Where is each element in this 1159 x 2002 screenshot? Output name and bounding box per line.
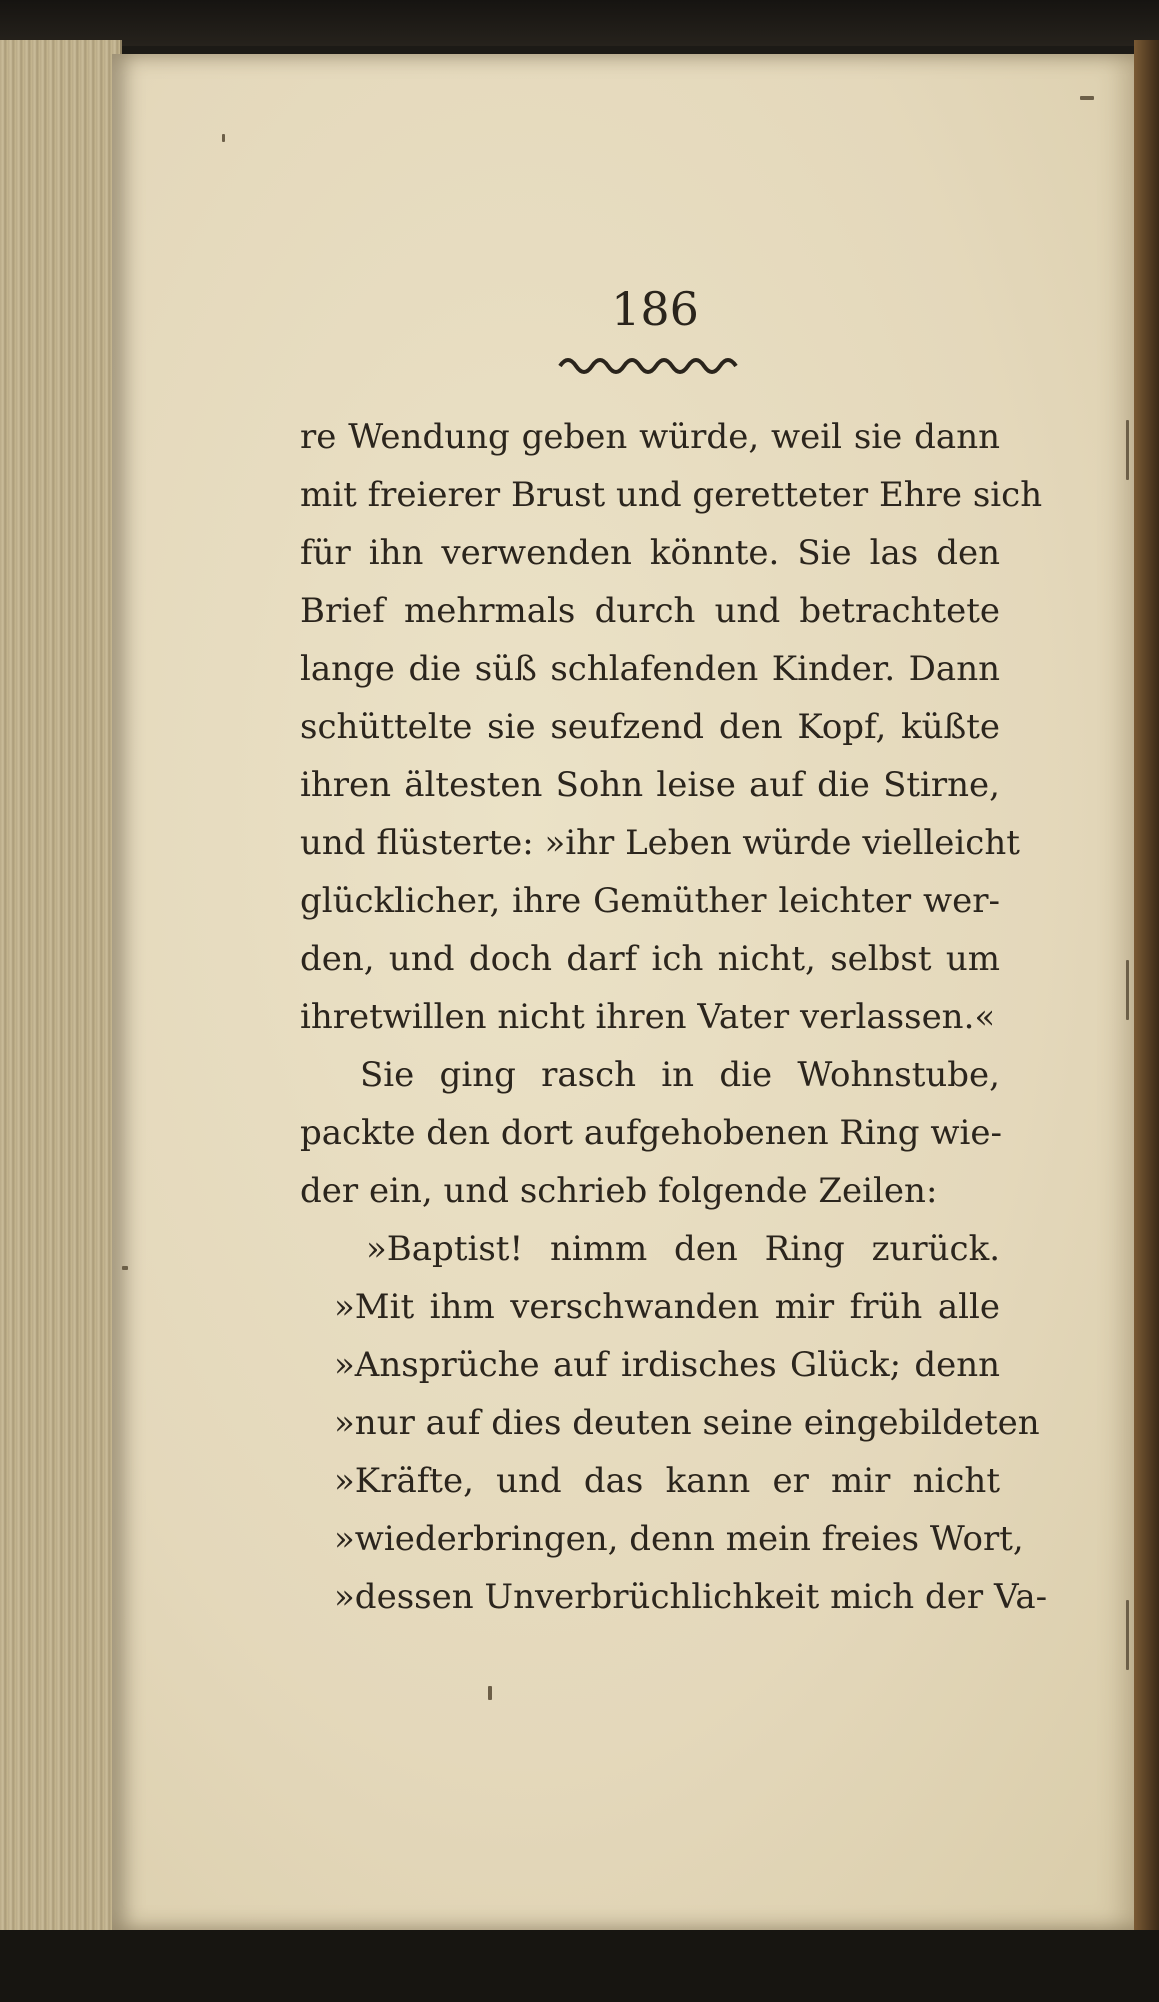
book-cover-top <box>0 0 1159 46</box>
text-line: und flüsterte: »ihr Leben würde vielleicht <box>300 823 1020 863</box>
text-line: der ein, und schrieb folgende Zeilen: <box>300 1171 938 1211</box>
page-number: 186 <box>611 282 699 336</box>
paper-speck <box>1126 420 1129 480</box>
text-line: den, und doch darf ich nicht, selbst um <box>300 939 1000 979</box>
text-line: packte den dort aufgehobenen Ring wie- <box>300 1113 1002 1153</box>
paper-speck <box>488 1686 492 1700</box>
text-line: »wiederbringen, denn mein freies Wort, <box>334 1519 1024 1559</box>
text-line: lange die süß schlafenden Kinder. Dann <box>300 649 1000 689</box>
text-line: »Kräfte, und das kann er mir nicht <box>334 1461 1000 1501</box>
text-line: »nur auf dies deuten seine eingebildeten <box>334 1403 1040 1443</box>
paper-speck <box>1080 96 1094 100</box>
paper-speck <box>222 134 225 142</box>
text-line: schüttelte sie seufzend den Kopf, küßte <box>300 707 1000 747</box>
text-line: ihren ältesten Sohn leise auf die Stirne, <box>300 765 1000 805</box>
text-line: mit freierer Brust und geretteter Ehre sich <box>300 475 1043 515</box>
text-line: re Wendung geben würde, weil sie dann <box>300 417 1000 457</box>
text-line: »Ansprüche auf irdisches Glück; denn <box>334 1345 1000 1385</box>
text-line: für ihn verwenden könnte. Sie las den <box>300 533 1000 573</box>
text-line: ihretwillen nicht ihren Vater verlassen.« <box>300 997 996 1037</box>
book-cover-bottom <box>0 1930 1159 2002</box>
text-block <box>300 408 1048 1626</box>
wavy-rule-ornament <box>558 352 738 374</box>
paper-speck <box>1126 960 1129 1020</box>
text-line: Brief mehrmals durch und betrachtete <box>300 591 1000 631</box>
text-line: »Baptist! nimm den Ring zurück. <box>366 1229 1000 1269</box>
text-line: »dessen Unverbrüchlichkeit mich der Va- <box>334 1577 1048 1617</box>
paper-speck <box>122 1266 128 1270</box>
text-line: glücklicher, ihre Gemüther leichter wer- <box>300 881 1000 921</box>
text-line: »Mit ihm verschwanden mir früh alle <box>334 1287 1000 1327</box>
paper-speck <box>1126 1600 1129 1670</box>
text-line: Sie ging rasch in die Wohnstube, <box>360 1055 1000 1095</box>
